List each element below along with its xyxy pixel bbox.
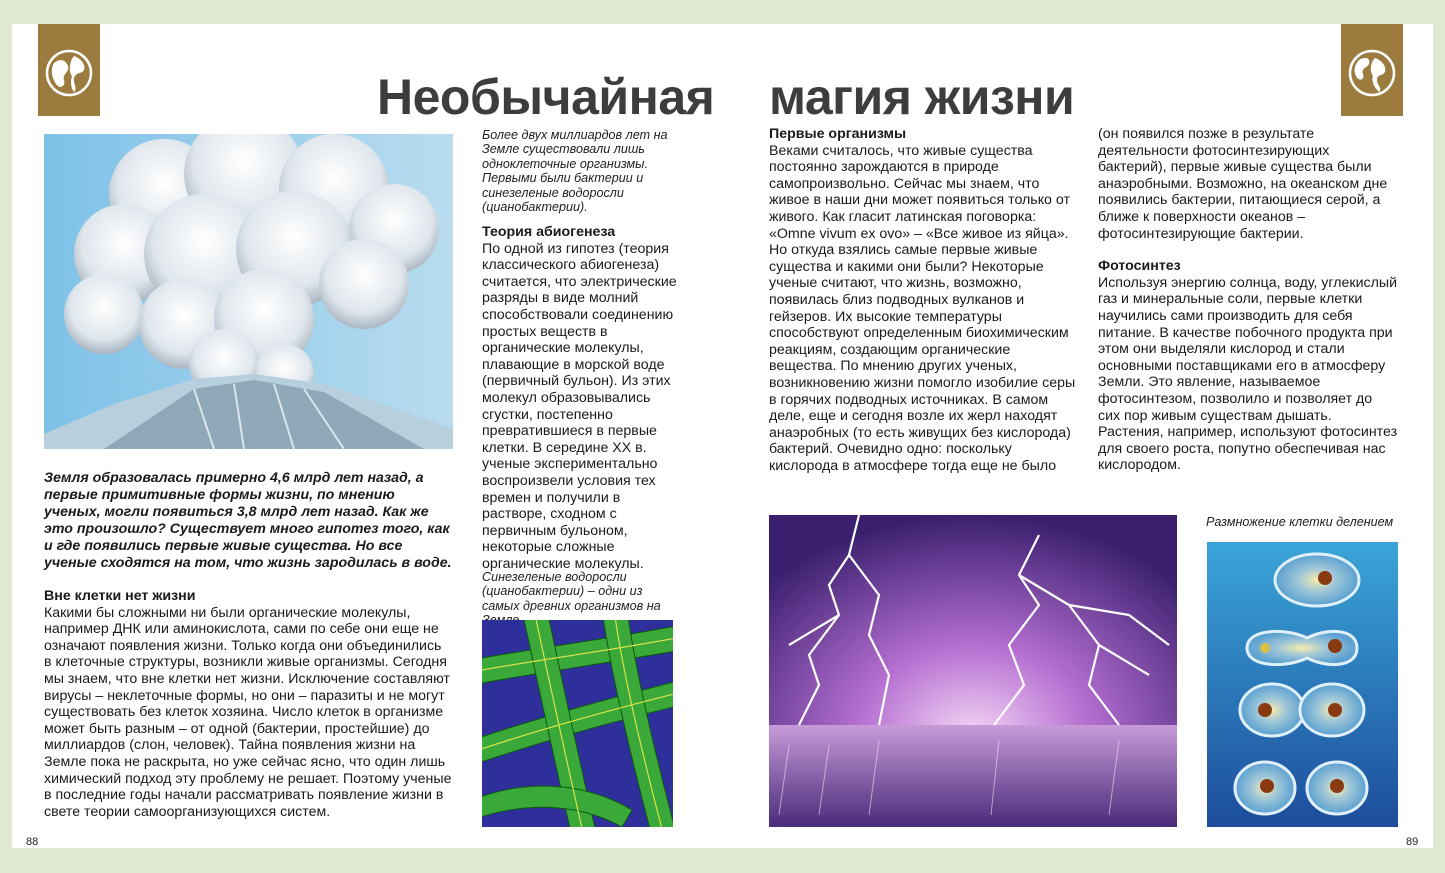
body-continued: (он появился позже в результате деятельности фотосинтезирующих бактерий), первые живые существа были анаэробными. Возможно, на океанском дне появились бактерии, питающиеся серой, а ближе к поверхности океанов – фотосинтезирующие бактерии. [1098,126,1388,242]
volcano-illustration [44,134,453,449]
heading-no-life-outside-cell: Вне клетки нет жизни [44,588,196,604]
body-photosynthesis: Используя энергию солнца, воду, углекислый газ и минеральные соли, первые клетки научились сами производить для себя питание. В качестве побочного продукта при этом они выделяли кислород и стали основными поставщиками его в атмосферу Земли. Это явление, называемое фотосинтезом, позволило и позволяет до сих пор живым существам дышать. Растения, например, используют фотосинтез для своего роста, попутно обеспечивая нас кислородом. [1098,274,1398,474]
algae-illustration [482,620,673,827]
left-globe-tab [38,24,100,116]
title-right: магия жизни [769,69,1075,125]
page-number-right: 89 [1406,836,1419,848]
globe-icon [1347,48,1397,98]
page-number-left: 88 [26,836,39,848]
heading-abiogenesis: Теория абиогенеза [482,224,616,240]
right-globe-tab [1341,24,1403,116]
column-4 [1098,126,1398,474]
column-3 [769,126,1081,474]
caption-algae: Синезеленые водоросли (цианобактерии) – одни из самых древних организмов на [482,570,661,613]
body-first-organisms: Веками считалось, что живые существа постоянно зарождаются в природе самопроизвольно. Сейчас мы знаем, что живое в наши дни может появиться только от живого. Как гласит латинская поговорка: «Omne vivum ex ovo» – «Все живое из яйца». Но откуда взялись самые первые живые существа и какими они были? Некоторые ученые считают, что жизнь, возможно, появилась близ подводных вулканов и гейзеров. Их высокие температуры способствуют определенным биохимическим реакциям, создающим органические вещества. По мнению других ученых, возникновению жизни помогло изобилие серы в горячих подводных источниках. В самом деле, еще и сегодня возле их жерл находят анаэробных (то есть живущих без кислорода) бактерий. Очевидно одно: поскольку кислорода в атмосфере тогда еще не было [769,142,1076,474]
heading-photosynthesis: Фотосинтез [1098,258,1181,275]
heading-first-organisms: Первые организмы [769,126,907,142]
lightning-illustration [769,515,1177,827]
body-abiogenesis: По одной из гипотез (теория классического абиогенеза) считается, что электрические разряды в виде молний способствовали соединению простых веществ в органические молекулы, плавающие в морской воде (первичный бульон). Из этих молекул образовывались сгустки, постепенно превратившиеся в первые клетки. В середине XX в. ученые экспериментально воспроизвели условия тех времен и получили в растворе, сходном с первичным бульоном, некоторые сложные органические молекулы. [482,240,677,572]
body-no-life-outside-cell: Какими бы сложными ни были органические молекулы, например ДНК или аминокислота, сами по себе они еще не означают появления жизни. Только когда они объединились в клеточные структуры, возникли живые организмы. Сегодня мы знаем, что вне клетки нет жизни. Исключение составляют вирусы – неклеточные формы, но они – паразиты и не могут существовать без клеток хозяина. Число клеток в организме может быть разным – от одной (бактерии, простейшие) до миллиардов (слон, человек). Тайна появления жизни на Земле пока не раскрыта, но уже сейчас ясно, что один лишь химический подход эту проблему не решает. Поэтому ученые в последние годы начали рассматривать появление жизни в свете теории самоорганизующихся систем. [44,604,452,820]
caption-cell-division: Размножение клетки делением [1206,515,1394,529]
globe-icon [44,48,94,98]
caption-single-cell: Более двух миллиардов лет на Земле существовали лишь одноклеточные организмы. Первыми были бактерии и синезеленые водоросли (цианобактерии). [482,128,668,215]
title-left: Необычайная [377,69,715,125]
column-1 [44,470,452,820]
cell-division-illustration [1207,542,1398,827]
column-2 [482,224,680,572]
book-spread [12,24,1433,848]
lead-paragraph: Земля образовалась примерно 4,6 млрд лет назад, а первые примитивные формы жизни, по мнению ученых, могли появиться 3,8 млрд лет назад. Как же это произошло? Существует много гипотез того, как и где появились первые живые существа. Но все ученые сходятся на том, что жизнь зародилась в воде. [44,470,452,571]
